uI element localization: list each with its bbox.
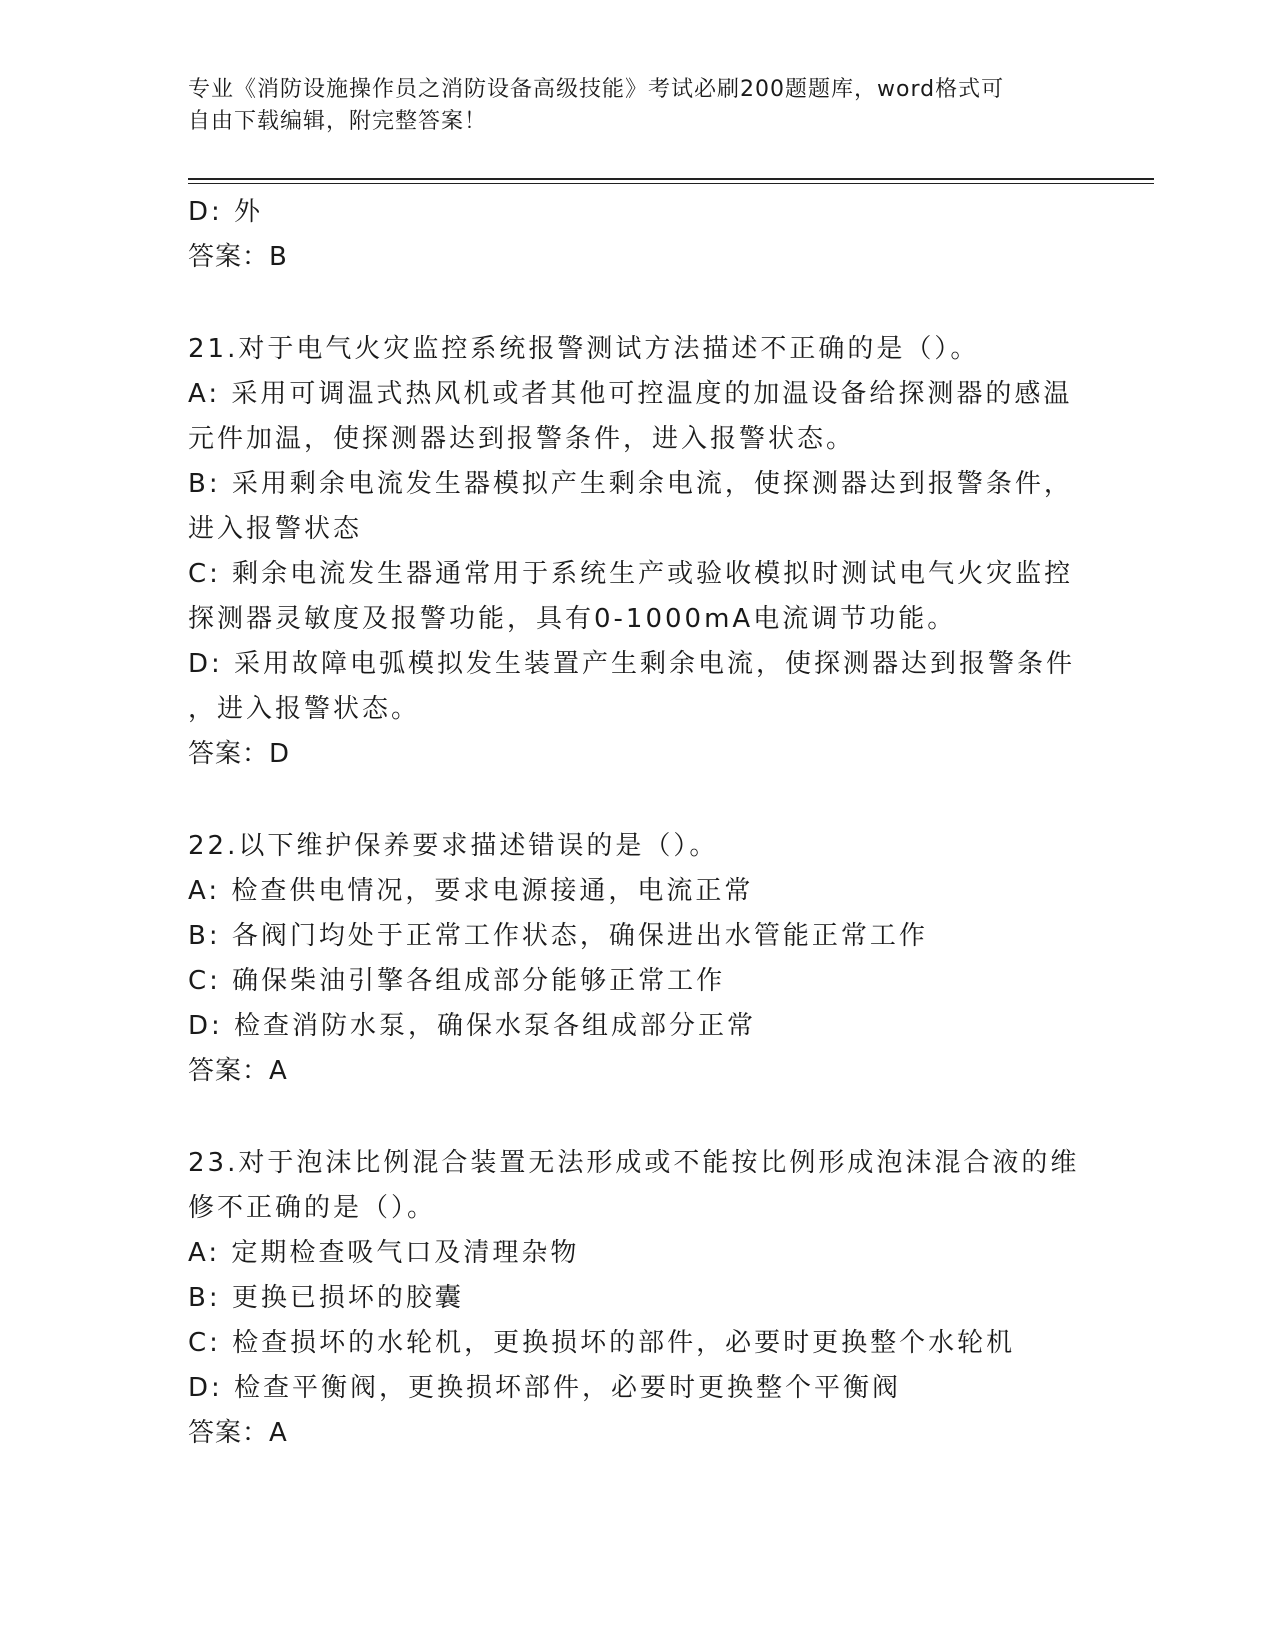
question-stem: 22.以下维护保养要求描述错误的是（）。 — [188, 831, 719, 861]
question-23 — [188, 1141, 1088, 1456]
option-d: D: 检查消防水泵，确保水泵各组成部分正常 — [188, 1011, 757, 1041]
option-a-cont: 元件加温，使探测器达到报警条件，进入报警状态。 — [188, 424, 856, 454]
option-a: A: 检查供电情况，要求电源接通，电流正常 — [188, 876, 754, 906]
option-b-cont: 进入报警状态 — [188, 514, 363, 544]
option-d-cont: ，进入报警状态。 — [188, 694, 421, 724]
header-title-line-1: 专业《消防设施操作员之消防设备高级技能》考试必刷200题题库，word格式可 — [188, 77, 1005, 102]
question-stem-cont: 修不正确的是（）。 — [188, 1193, 437, 1223]
option-a: A: 采用可调温式热风机或者其他可控温度的加温设备给探测器的感温 — [188, 379, 1073, 409]
question-stem: 21.对于电气火灾监控系统报警测试方法描述不正确的是（）。 — [188, 334, 980, 364]
option-b: B: 更换已损坏的胶囊 — [188, 1283, 464, 1313]
option-d: D: 外 — [188, 197, 264, 227]
question-stem: 23.对于泡沫比例混合装置无法形成或不能按比例形成泡沫混合液的维 — [188, 1148, 1080, 1178]
option-c: C: 确保柴油引擎各组成部分能够正常工作 — [188, 966, 726, 996]
header-title-line-2: 自由下载编辑，附完整答案！ — [188, 109, 488, 134]
option-b: B: 采用剩余电流发生器模拟产生剩余电流，使探测器达到报警条件， — [188, 469, 1073, 499]
header-divider-thin — [188, 183, 1154, 184]
option-c: C: 剩余电流发生器通常用于系统生产或验收模拟时测试电气火灾监控 — [188, 559, 1074, 589]
question-22 — [188, 824, 1088, 1094]
answer-line: 答案：B — [188, 242, 288, 272]
option-a: A: 定期检查吸气口及清理杂物 — [188, 1238, 580, 1268]
option-d: D: 采用故障电弧模拟发生装置产生剩余电流，使探测器达到报警条件 — [188, 649, 1076, 679]
answer-line: 答案：D — [188, 739, 291, 769]
previous-question-tail — [188, 190, 1088, 280]
header-divider-thick — [188, 178, 1154, 180]
answer-line: 答案：A — [188, 1056, 288, 1086]
option-c: C: 检查损坏的水轮机，更换损坏的部件，必要时更换整个水轮机 — [188, 1328, 1016, 1358]
option-b: B: 各阀门均处于正常工作状态，确保进出水管能正常工作 — [188, 921, 928, 951]
answer-line: 答案：A — [188, 1418, 288, 1448]
option-d: D: 检查平衡阀，更换损坏部件，必要时更换整个平衡阀 — [188, 1373, 902, 1403]
option-c-cont: 探测器灵敏度及报警功能，具有0-1000mA电流调节功能。 — [188, 604, 957, 634]
spacer — [188, 777, 1088, 824]
question-21 — [188, 327, 1088, 777]
spacer — [188, 280, 1088, 327]
page-header — [188, 74, 1068, 138]
document-body — [188, 190, 1088, 1456]
spacer — [188, 1094, 1088, 1141]
